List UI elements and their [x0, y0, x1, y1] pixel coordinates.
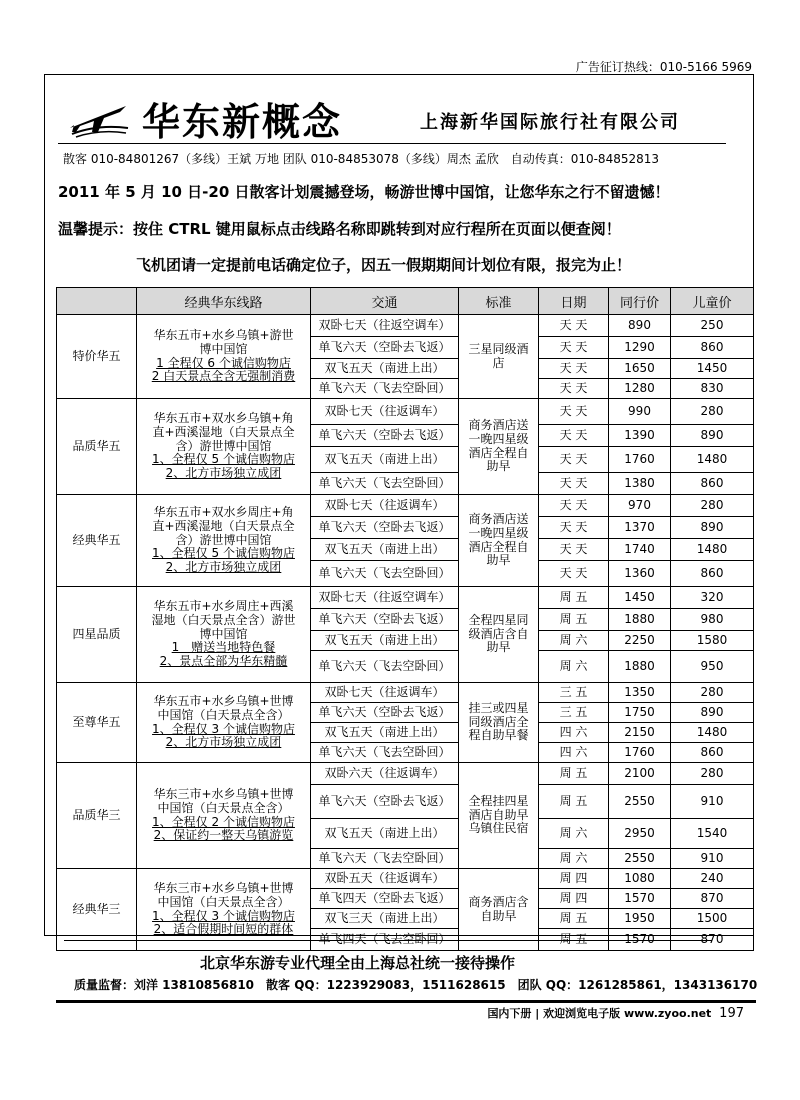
- price-cell: 2550: [609, 785, 671, 819]
- price-cell: 2550: [609, 849, 671, 869]
- date-cell: 天 天: [539, 315, 609, 337]
- date-cell: 天 天: [539, 337, 609, 359]
- child-price-cell: 1480: [671, 447, 754, 473]
- description-line: 华东五市+双水乡周庄+角: [153, 505, 294, 519]
- child-price-cell: 1480: [671, 539, 754, 561]
- child-price-cell: 890: [671, 425, 754, 447]
- description-line: 2 白天景点全含无强制消费: [151, 369, 296, 384]
- route-description: [137, 683, 311, 763]
- date-cell: 四 六: [539, 723, 609, 743]
- transport-cell: 双飞五天（南进上出）: [311, 447, 459, 473]
- description-line: 华东五市+双水乡乌镇+角: [153, 411, 294, 425]
- description-line: 1、全程仅 2 个诚信购物店: [152, 814, 295, 829]
- route-description: [137, 399, 311, 495]
- price-cell: 1080: [609, 869, 671, 889]
- description-line: 2、景点全部为华东精髓: [159, 654, 288, 669]
- price-cell: 2100: [609, 763, 671, 785]
- price-cell: 1760: [609, 743, 671, 763]
- footer-text: 国内下册 | 欢迎浏览电子版 www.zyoo.net: [487, 1007, 712, 1020]
- hotel-standard: 全程挂四星酒店自助早乌镇住民宿: [459, 763, 539, 869]
- transport-cell: 单飞六天（空卧去飞返）: [311, 337, 459, 359]
- route-name[interactable]: 至尊华五: [57, 683, 137, 763]
- transport-cell: 单飞六天（飞去空卧回）: [311, 379, 459, 399]
- route-description: [137, 869, 311, 951]
- footer-rule: [56, 1000, 756, 1003]
- date-cell: 三 五: [539, 683, 609, 703]
- price-cell: 1370: [609, 517, 671, 539]
- description-line: 1、全程仅 5 个诚信购物店: [152, 546, 295, 561]
- route-description: [137, 315, 311, 399]
- table-row: [57, 495, 754, 517]
- headline: 2011 年 5 月 10 日-20 日散客计划震撼登场，畅游世博中国馆，让您华东之行不留遗憾！: [58, 183, 670, 201]
- transport-cell: 双飞五天（南进上出）: [311, 539, 459, 561]
- date-cell: 三 五: [539, 703, 609, 723]
- table-row: [57, 869, 754, 889]
- description-line: 博中国馆: [199, 341, 248, 356]
- page-number: 197: [719, 1006, 744, 1021]
- transport-cell: 单飞六天（空卧去飞返）: [311, 517, 459, 539]
- child-price-cell: 280: [671, 763, 754, 785]
- transport-cell: 双飞五天（南进上出）: [311, 819, 459, 849]
- price-cell: 1570: [609, 929, 671, 951]
- description-line: 2、北方市场独立成团: [165, 466, 282, 481]
- transport-cell: 单飞六天（空卧去飞返）: [311, 785, 459, 819]
- child-price-cell: 860: [671, 743, 754, 763]
- date-cell: 周 六: [539, 849, 609, 869]
- child-price-cell: 320: [671, 587, 754, 609]
- transport-cell: 双卧七天（往返调车）: [311, 495, 459, 517]
- transport-cell: 双卧五天（往返调车）: [311, 869, 459, 889]
- price-cell: 1950: [609, 909, 671, 929]
- price-cell: 1280: [609, 379, 671, 399]
- child-price-cell: 860: [671, 561, 754, 587]
- hotel-standard: 商务酒店含自助早: [459, 869, 539, 951]
- date-cell: 四 六: [539, 743, 609, 763]
- description-line: 2、北方市场独立成团: [165, 560, 282, 575]
- price-cell: 1290: [609, 337, 671, 359]
- divider: [64, 940, 712, 941]
- agent-statement: 北京华东游专业代理全由上海总社统一接待操作: [200, 954, 516, 972]
- child-price-cell: 910: [671, 785, 754, 819]
- child-price-cell: 1540: [671, 819, 754, 849]
- description-line: 直+西溪湿地（白天景点全: [152, 424, 295, 439]
- table-row: [57, 763, 754, 785]
- child-price-cell: 1580: [671, 631, 754, 651]
- date-cell: 天 天: [539, 379, 609, 399]
- child-price-cell: 860: [671, 337, 754, 359]
- route-description: [137, 495, 311, 587]
- description-line: 中国馆（白天景点全含）: [157, 707, 290, 722]
- transport-cell: 双飞五天（南进上出）: [311, 359, 459, 379]
- tip-line: 温馨提示：按住 CTRL 键用鼠标点击线路名称即跳转到对应行程所在页面以便查阅！: [58, 220, 621, 238]
- column-header: 同行价: [609, 288, 671, 315]
- transport-cell: 双飞三天（南进上出）: [311, 909, 459, 929]
- hotel-standard: 三星同级酒店: [459, 315, 539, 399]
- column-header: 经典华东线路: [137, 288, 311, 315]
- price-cell: 1750: [609, 703, 671, 723]
- price-cell: 1880: [609, 609, 671, 631]
- ad-hotline: 广告征订热线：010-5166 5969: [575, 60, 752, 74]
- divider: [58, 143, 726, 144]
- child-price-cell: 950: [671, 651, 754, 683]
- description-line: 1、全程仅 5 个诚信购物店: [152, 452, 295, 467]
- description-line: 1、全程仅 3 个诚信购物店: [152, 908, 295, 923]
- route-description: [137, 587, 311, 683]
- transport-cell: 双飞五天（南进上出）: [311, 631, 459, 651]
- transport-cell: 双卧七天（往返调车）: [311, 683, 459, 703]
- date-cell: 周 四: [539, 889, 609, 909]
- date-cell: 天 天: [539, 359, 609, 379]
- route-name[interactable]: 品质华三: [57, 763, 137, 869]
- child-price-cell: 1450: [671, 359, 754, 379]
- description-line: 1 赠送当地特色餐: [171, 640, 276, 655]
- child-price-cell: 280: [671, 495, 754, 517]
- child-price-cell: 870: [671, 889, 754, 909]
- child-price-cell: 890: [671, 517, 754, 539]
- hotel-standard: 全程四星同级酒店含自助早: [459, 587, 539, 683]
- price-cell: 1760: [609, 447, 671, 473]
- child-price-cell: 240: [671, 869, 754, 889]
- route-name[interactable]: 品质华五: [57, 399, 137, 495]
- description-line: 华东五市+水乡乌镇+世博: [153, 693, 294, 708]
- description-line: 中国馆（白天景点全含）: [157, 894, 290, 909]
- transport-cell: 单飞六天（空卧去飞返）: [311, 425, 459, 447]
- child-price-cell: 910: [671, 849, 754, 869]
- description-line: 华东三市+水乡乌镇+世博: [153, 880, 294, 895]
- price-cell: 1740: [609, 539, 671, 561]
- child-price-cell: 870: [671, 929, 754, 951]
- description-line: 2、适合假期时间短的群体: [153, 922, 294, 937]
- date-cell: 周 五: [539, 763, 609, 785]
- date-cell: 天 天: [539, 425, 609, 447]
- table-row: [57, 683, 754, 703]
- hotel-standard: 商务酒店送一晚四星级酒店全程自助早: [459, 495, 539, 587]
- contact-line: 散客 010-84801267（多线）王斌 万地 团队 010-84853078（多线）周杰 孟欣 自动传真：010-84852813: [63, 152, 660, 166]
- column-header: 日期: [539, 288, 609, 315]
- date-cell: 天 天: [539, 473, 609, 495]
- date-cell: 周 五: [539, 609, 609, 631]
- child-price-cell: 280: [671, 683, 754, 703]
- price-cell: 2250: [609, 631, 671, 651]
- price-cell: 1570: [609, 889, 671, 909]
- hotel-standard: 挂三或四星同级酒店全程自助早餐: [459, 683, 539, 763]
- price-cell: 1350: [609, 683, 671, 703]
- date-cell: 周 六: [539, 631, 609, 651]
- description-line: 直+西溪湿地（白天景点全: [152, 518, 295, 533]
- price-cell: 1380: [609, 473, 671, 495]
- route-name[interactable]: 四星品质: [57, 587, 137, 683]
- table-row: [57, 399, 754, 425]
- price-cell: 1390: [609, 425, 671, 447]
- transport-cell: 双卧六天（往返调车）: [311, 763, 459, 785]
- child-price-cell: 250: [671, 315, 754, 337]
- price-cell: 1650: [609, 359, 671, 379]
- transport-cell: 单飞六天（飞去空卧回）: [311, 651, 459, 683]
- transport-cell: 单飞六天（飞去空卧回）: [311, 561, 459, 587]
- table-row: [57, 315, 754, 337]
- description-line: 中国馆（白天景点全含）: [157, 800, 290, 815]
- date-cell: 天 天: [539, 399, 609, 425]
- date-cell: 天 天: [539, 517, 609, 539]
- price-cell: 2150: [609, 723, 671, 743]
- description-line: 华东五市+水乡乌镇+游世: [153, 327, 294, 342]
- hotel-standard: 商务酒店送一晚四星级酒店全程自助早: [459, 399, 539, 495]
- child-price-cell: 830: [671, 379, 754, 399]
- date-cell: 周 五: [539, 785, 609, 819]
- date-cell: 天 天: [539, 495, 609, 517]
- column-header: 交通: [311, 288, 459, 315]
- description-line: 含）游世博中国馆: [175, 438, 272, 453]
- brand-title: 华东新概念: [142, 100, 343, 144]
- transport-cell: 单飞四天（飞去空卧回）: [311, 929, 459, 951]
- transport-cell: 双卧七天（往返调车）: [311, 399, 459, 425]
- date-cell: 周 五: [539, 587, 609, 609]
- description-line: 华东三市+水乡乌镇+世博: [153, 786, 294, 801]
- description-line: 2、北方市场独立成团: [165, 735, 282, 750]
- child-price-cell: 860: [671, 473, 754, 495]
- date-cell: 天 天: [539, 561, 609, 587]
- route-description: [137, 763, 311, 869]
- transport-cell: 单飞六天（飞去空卧回）: [311, 849, 459, 869]
- column-header: 标准: [459, 288, 539, 315]
- route-name[interactable]: 特价华五: [57, 315, 137, 399]
- date-cell: 周 五: [539, 929, 609, 951]
- column-header: [57, 288, 137, 315]
- notice-line: 飞机团请一定提前电话确定位子，因五一假期期间计划位有限，报完为止！: [136, 256, 632, 274]
- date-cell: 周 六: [539, 819, 609, 849]
- transport-cell: 单飞六天（飞去空卧回）: [311, 743, 459, 763]
- company-name: 上海新华国际旅行社有限公司: [420, 112, 680, 133]
- transport-cell: 双卧七天（往返空调车）: [311, 587, 459, 609]
- price-cell: 1880: [609, 651, 671, 683]
- price-cell: 1450: [609, 587, 671, 609]
- column-header: 儿童价: [671, 288, 754, 315]
- child-price-cell: 280: [671, 399, 754, 425]
- child-price-cell: 890: [671, 703, 754, 723]
- table-row: [57, 587, 754, 609]
- child-price-cell: 1480: [671, 723, 754, 743]
- transport-cell: 双飞五天（南进上出）: [311, 723, 459, 743]
- transport-cell: 双卧七天（往返空调车）: [311, 315, 459, 337]
- price-cell: 890: [609, 315, 671, 337]
- date-cell: 周 五: [539, 909, 609, 929]
- tour-price-table: [56, 287, 754, 951]
- price-cell: 1360: [609, 561, 671, 587]
- date-cell: 天 天: [539, 447, 609, 473]
- description-line: 华东五市+水乡周庄+西溪: [153, 599, 294, 613]
- airplane-logo-icon: [68, 98, 130, 138]
- description-line: 含）游世博中国馆: [175, 532, 272, 547]
- child-price-cell: 980: [671, 609, 754, 631]
- quality-contact: 质量监督：刘洋 13810856810 散客 QQ：1223929083，1511628615 团队 QQ：1261285861，1343136170: [74, 978, 758, 992]
- price-cell: 990: [609, 399, 671, 425]
- transport-cell: 单飞四天（空卧去飞返）: [311, 889, 459, 909]
- table-header-row: [57, 288, 754, 315]
- transport-cell: 单飞六天（空卧去飞返）: [311, 609, 459, 631]
- price-cell: 2950: [609, 819, 671, 849]
- route-name[interactable]: 经典华五: [57, 495, 137, 587]
- date-cell: 周 四: [539, 869, 609, 889]
- transport-cell: 单飞六天（飞去空卧回）: [311, 473, 459, 495]
- description-line: 2、保证约一整天乌镇游览: [153, 828, 294, 843]
- page-footer: [487, 1005, 744, 1021]
- date-cell: 周 六: [539, 651, 609, 683]
- description-line: 湿地（白天景点全含）游世: [151, 612, 296, 627]
- description-line: 1、全程仅 3 个诚信购物店: [152, 721, 295, 736]
- child-price-cell: 1500: [671, 909, 754, 929]
- transport-cell: 单飞六天（空卧去飞返）: [311, 703, 459, 723]
- description-line: 1 全程仅 6 个诚信购物店: [156, 355, 291, 370]
- description-line: 博中国馆: [199, 626, 248, 641]
- price-cell: 970: [609, 495, 671, 517]
- date-cell: 天 天: [539, 539, 609, 561]
- route-name[interactable]: 经典华三: [57, 869, 137, 951]
